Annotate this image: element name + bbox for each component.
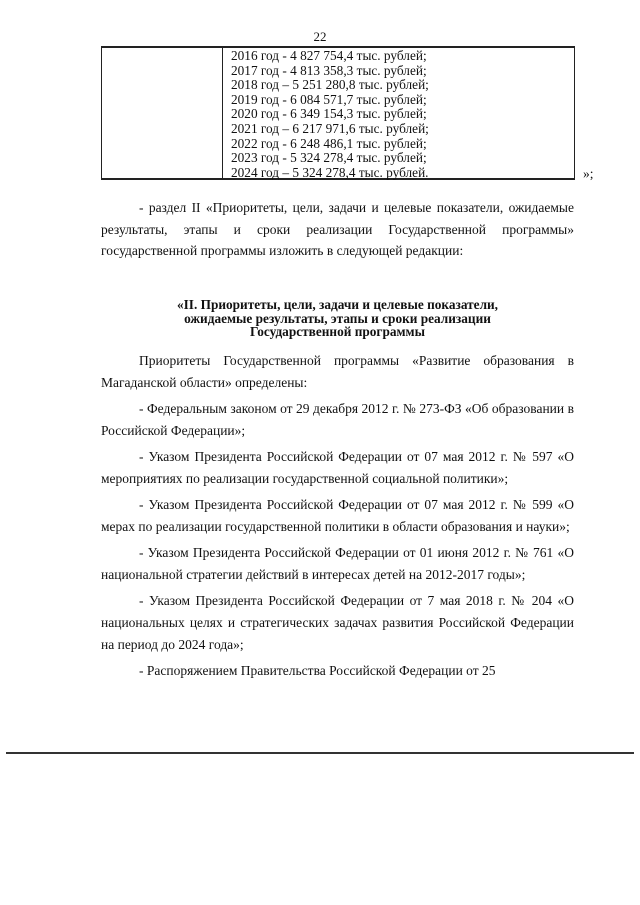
closing-quote-mark: »;: [583, 166, 594, 181]
funding-line-2018: 2018 год – 5 251 280,8 тыс. рублей;: [231, 77, 429, 93]
section-body: [101, 350, 574, 682]
funding-line-2019: 2019 год - 6 084 571,7 тыс. рублей;: [231, 91, 427, 107]
page-number: 22: [313, 29, 327, 44]
funding-table-values-cell: [223, 48, 574, 178]
priority-item-government-order: - Распоряжением Правительства Российской Федерации от 25: [139, 663, 496, 678]
section-heading-line-2: ожидаемые результаты, этапы и сроки реализации: [184, 310, 491, 326]
section-intro: Приоритеты Государственной программы «Развитие образования в Магаданской области» определены:: [101, 353, 574, 390]
priority-item-decree-597: - Указом Президента Российской Федерации от 07 мая 2012 г. № 597 «О мероприятиях по реализации государственной социальной политики»;: [101, 449, 574, 486]
section-heading-line-3: Государственной программы: [249, 324, 425, 340]
priority-item-decree-599: - Указом Президента Российской Федерации от 07 мая 2012 г. № 599 «О мерах по реализации государственной политики в области образования и науки»;: [101, 497, 574, 534]
funding-line-2024: 2024 год – 5 324 278,4 тыс. рублей.: [231, 164, 429, 180]
amendment-paragraph: [101, 197, 574, 262]
section-heading: [101, 298, 574, 339]
funding-line-2022: 2022 год - 6 248 486,1 тыс. рублей;: [231, 135, 427, 151]
funding-line-2016: 2016 год - 4 827 754,4 тыс. рублей;: [231, 48, 427, 63]
priority-item-decree-204: - Указом Президента Российской Федерации от 7 мая 2018 г. № 204 «О национальных целях и стратегических задачах развития Российской Федерации на период до 2024 года»;: [101, 593, 574, 652]
funding-line-2017: 2017 год - 4 813 358,3 тыс. рублей;: [231, 62, 427, 78]
funding-table-left-cell: [102, 48, 223, 178]
section-heading-line-1: «II. Приоритеты, цели, задачи и целевые показатели,: [176, 297, 499, 312]
priority-item-decree-761: - Указом Президента Российской Федерации от 01 июня 2012 г. № 761 «О национальной стратегии действий в интересах детей на 2012-2017 годы»;: [101, 545, 574, 582]
funding-line-2023: 2023 год - 5 324 278,4 тыс. рублей;: [231, 150, 427, 166]
funding-line-2021: 2021 год – 6 217 971,6 тыс. рублей;: [231, 120, 429, 136]
priority-item-federal-law: - Федеральным законом от 29 декабря 2012 г. № 273-ФЗ «Об образовании в Российской Федерации»;: [101, 401, 574, 438]
funding-line-2020: 2020 год - 6 349 154,3 тыс. рублей;: [231, 106, 427, 122]
amendment-text: - раздел II «Приоритеты, цели, задачи и целевые показатели, ожидаемые результаты, этапы и сроки реализации Государственной программы» государственной программы изложить в следующей редакции:: [101, 200, 574, 258]
funding-table: [101, 46, 575, 180]
page-bottom-rule: [6, 752, 634, 754]
